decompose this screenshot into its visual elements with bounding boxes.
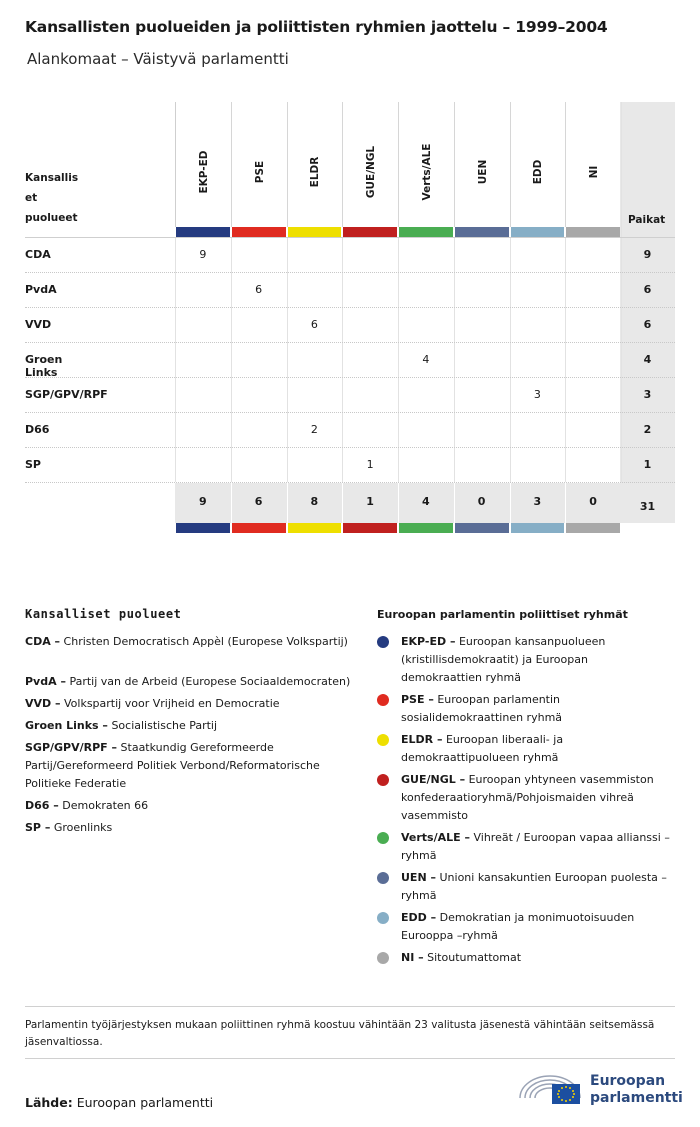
header-separator [25,237,675,238]
group-full-name: Euroopan yhtyneen vasemmiston konfederaatioryhmä/Pohjoismaiden vihreä vasemmisto [401,773,654,822]
group-color-bar [455,227,509,237]
divider [25,1058,675,1059]
group-header-label: EKP-ED [197,150,210,194]
group-color-bar [566,523,620,533]
seats-header: Paikat [628,214,666,226]
group-full-name: Demokratian ja monimuotoisuuden Eurooppa –ryhmä [401,911,635,942]
logo-text-line-2: parlamentti [590,1090,683,1106]
column-gridline [510,237,511,482]
seat-count-cell: 1 [366,458,374,471]
group-header [454,102,511,227]
group-total: 1 [366,495,374,508]
national-party-legend-item [25,633,355,651]
column-gridline [342,237,343,482]
group-total: 4 [422,495,430,508]
political-group-legend-item [401,771,671,825]
group-abbreviation: EKP-ED – [401,635,456,648]
totals-gridline [565,483,566,523]
group-full-name: Vihreät / Euroopan vapaa allianssi – ryhmä [401,831,670,862]
party-abbreviation: PvdA – [25,675,66,688]
party-seat-total: 3 [643,388,652,401]
national-party-legend-item [25,797,355,815]
national-party-legend-item [25,673,355,691]
column-gridline [454,237,455,482]
national-party-legend-item [25,819,355,837]
group-color-dot-icon [377,636,389,648]
party-abbreviation: Groen Links – [25,719,108,732]
row-separator [25,272,675,273]
party-abbreviation: SP – [25,821,51,834]
group-total: 8 [310,495,319,508]
group-color-bar [176,523,230,533]
group-header [231,102,288,227]
group-header-label: NI [588,165,601,179]
group-full-name: Euroopan liberaali- ja demokraattipuolueen ryhmä [401,733,564,764]
group-header [510,102,567,227]
party-full-name: Staatkundig Gereformeerde Partij/Gereformeerd Politiek Verbond/Reformatorische Politieke Federatie [25,741,320,790]
totals-gridline [342,483,343,523]
row-separator [25,342,675,343]
party-abbreviation: SGP/GPV/RPF – [25,741,118,754]
national-party-legend-item [25,717,355,735]
party-seat-total: 1 [643,458,652,471]
group-header [175,102,232,227]
group-color-dot-icon [377,832,389,844]
row-header [25,168,78,228]
group-abbreviation: EDD – [401,911,437,924]
page-title: Kansallisten puolueiden ja poliittisten ryhmien jaottelu – 1999–2004 [25,18,608,36]
group-color-bar [455,523,509,533]
national-parties-legend-title: Kansalliset puolueet [25,607,182,621]
party-seat-total: 6 [643,283,652,296]
group-header-label: ELDR [309,156,322,188]
group-total: 6 [254,495,263,508]
group-color-dot-icon [377,872,389,884]
group-header [398,102,455,227]
group-color-dot-icon [377,912,389,924]
source-line [25,1095,213,1110]
political-group-legend-item [401,869,671,905]
party-name: Groen Links [25,353,63,379]
group-color-bar [511,227,565,237]
political-groups-legend-title: Euroopan parlamentin poliittiset ryhmät [377,608,628,621]
group-full-name: Sitoutumattomat [427,951,522,964]
group-color-dot-icon [377,734,389,746]
seat-count-cell: 6 [310,318,318,331]
group-abbreviation: PSE – [401,693,434,706]
footnote: Parlamentin työjärjestyksen mukaan poliittinen ryhmä koostuu vähintään 23 valitusta jäsenestä vähintään seitsemässä jäsenvaltiossa. [25,1019,655,1048]
row-header-line: puolueet [25,212,78,224]
party-full-name: Socialistische Partij [111,719,218,732]
group-color-dot-icon [377,774,389,786]
national-party-legend-item [25,695,355,713]
column-gridline [287,237,288,482]
party-abbreviation: VVD – [25,697,61,710]
party-full-name: Demokraten 66 [62,799,149,812]
party-seat-total: 4 [643,353,652,366]
totals-gridline [231,483,232,523]
group-color-bar [511,523,565,533]
row-separator [25,377,675,378]
group-color-bar [343,227,397,237]
page-subtitle: Alankomaat – Väistyvä parlamentti [27,50,289,68]
group-color-bar [232,523,286,533]
seat-count-cell: 6 [255,283,263,296]
group-color-bar [343,523,397,533]
group-abbreviation: ELDR – [401,733,443,746]
row-separator [25,447,675,448]
group-full-name: Unioni kansakuntien Euroopan puolesta – ryhmä [401,871,667,902]
group-color-bar [399,523,453,533]
logo-text [590,1073,683,1107]
totals-gridline [287,483,288,523]
party-abbreviation: D66 – [25,799,59,812]
source-value: Euroopan parlamentti [76,1095,214,1110]
political-group-legend-item [401,691,671,727]
group-abbreviation: GUE/NGL – [401,773,466,786]
seat-count-cell: 9 [199,248,207,261]
group-color-dot-icon [377,694,389,706]
group-header-label: UEN [476,159,489,185]
totals-gridline [454,483,455,523]
political-group-legend-item [401,633,671,687]
group-header-label: Verts/ALE [420,143,433,201]
group-header-label: PSE [253,160,266,184]
party-seat-total: 2 [643,423,652,436]
row-separator [25,412,675,413]
totals-gridline [398,483,399,523]
political-group-legend-item [401,829,671,865]
party-full-name: Volkspartij voor Vrijheid en Democratie [64,697,280,710]
row-separator [25,307,675,308]
european-parliament-logo [518,1068,683,1108]
column-gridline [175,237,176,482]
seat-count-cell: 3 [533,388,541,401]
group-header [342,102,399,227]
group-color-bar [288,227,342,237]
party-full-name: Christen Democratisch Appèl (Europese Volkspartij) [63,635,348,648]
party-seat-total: 9 [643,248,652,261]
totals-gridline [510,483,511,523]
source-label: Lähde: [25,1095,73,1110]
grand-total: 31 [639,500,656,513]
group-total: 0 [477,495,486,508]
group-abbreviation: UEN – [401,871,436,884]
seat-count-cell: 2 [310,423,318,436]
group-color-bar [176,227,230,237]
political-group-legend-item [401,731,671,767]
group-total: 0 [589,495,597,508]
column-gridline [231,237,232,482]
group-total: 3 [533,495,542,508]
party-name: SGP/GPV/RPF [25,388,108,401]
group-color-bar [288,523,342,533]
group-total: 9 [199,495,207,508]
group-full-name: Euroopan parlamentin sosialidemokraattinen ryhmä [401,693,563,724]
party-name: VVD [25,318,52,331]
party-full-name: Partij van de Arbeid (Europese Sociaaldemocraten) [69,675,351,688]
group-color-bar [232,227,286,237]
party-name: D66 [25,423,50,436]
seat-count-cell: 4 [422,353,430,366]
group-header [565,102,622,227]
parliament-hemicycle-icon [518,1068,588,1108]
group-abbreviation: NI – [401,951,424,964]
party-abbreviation: CDA – [25,635,61,648]
logo-text-line-1: Euroopan [590,1073,666,1089]
group-color-bar [566,227,620,237]
divider [25,1006,675,1007]
group-color-bar [399,227,453,237]
party-name: PvdA [25,283,57,296]
row-header-line: Kansallis [25,172,79,184]
column-gridline [565,237,566,482]
party-full-name: Groenlinks [53,821,113,834]
group-full-name: Euroopan kansanpuolueen (kristillisdemokraatit) ja Euroopan demokraattien ryhmä [401,635,606,684]
party-name: CDA [25,248,51,261]
group-abbreviation: Verts/ALE – [401,831,470,844]
party-seat-total: 6 [643,318,652,331]
national-party-legend-item [25,739,355,793]
group-color-dot-icon [377,952,389,964]
political-group-legend-item [401,909,671,945]
party-name: SP [25,458,41,471]
political-group-legend-item [401,949,671,967]
row-header-line: et [25,192,38,204]
group-header-label: EDD [532,159,545,185]
group-header-label: GUE/NGL [365,145,378,199]
group-header [287,102,344,227]
